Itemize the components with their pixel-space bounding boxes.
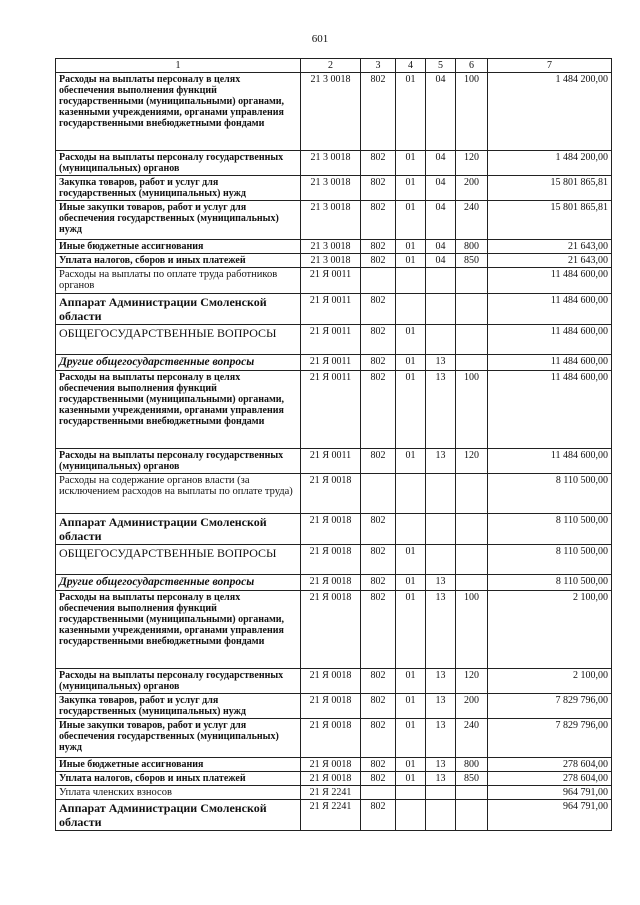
item-name-cell: Расходы на выплаты персоналу в целях обеспечения выполнения функций государственными (муниципальными) органами, казенными учреждениями, органами управления государственными внебюджетными фондами (56, 591, 301, 669)
amount-cell: 21 643,00 (488, 240, 612, 254)
table-row (56, 758, 612, 772)
subsection-code-cell: 04 (426, 151, 456, 176)
item-name-cell: Другие общегосударственные вопросы (56, 355, 301, 371)
subsection-code-cell (426, 786, 456, 800)
column-header: 6 (456, 59, 488, 73)
budget-table (55, 58, 612, 831)
table-row (56, 575, 612, 591)
ministry-code-cell: 802 (361, 73, 396, 151)
target-article-code-cell: 21 Я 0018 (301, 575, 361, 591)
ministry-code-cell (361, 474, 396, 514)
target-article-code-cell: 21 Я 0011 (301, 294, 361, 325)
target-article-code-cell: 21 Я 0018 (301, 474, 361, 514)
table-row (56, 474, 612, 514)
expense-type-code-cell (456, 800, 488, 831)
amount-cell: 21 643,00 (488, 254, 612, 268)
subsection-code-cell: 13 (426, 591, 456, 669)
section-code-cell: 01 (396, 545, 426, 575)
item-name-cell: Иные закупки товаров, работ и услуг для обеспечения государственных (муниципальных) нужд (56, 201, 301, 240)
table-row (56, 719, 612, 758)
subsection-code-cell: 04 (426, 254, 456, 268)
table-row (56, 786, 612, 800)
ministry-code-cell: 802 (361, 294, 396, 325)
expense-type-code-cell (456, 325, 488, 355)
amount-cell: 11 484 600,00 (488, 449, 612, 474)
amount-cell: 11 484 600,00 (488, 268, 612, 294)
table-row (56, 545, 612, 575)
section-code-cell (396, 800, 426, 831)
item-name-cell: Аппарат Администрации Смоленской области (56, 800, 301, 831)
target-article-code-cell: 21 Я 0018 (301, 694, 361, 719)
ministry-code-cell: 802 (361, 201, 396, 240)
table-row (56, 151, 612, 176)
section-code-cell: 01 (396, 719, 426, 758)
target-article-code-cell: 21 Я 0011 (301, 449, 361, 474)
table-row (56, 772, 612, 786)
ministry-code-cell: 802 (361, 151, 396, 176)
target-article-code-cell: 21 Я 0011 (301, 325, 361, 355)
section-code-cell (396, 474, 426, 514)
amount-cell: 964 791,00 (488, 786, 612, 800)
target-article-code-cell: 21 Я 2241 (301, 800, 361, 831)
ministry-code-cell: 802 (361, 669, 396, 694)
target-article-code-cell: 21 Я 0018 (301, 591, 361, 669)
item-name-cell: Иные бюджетные ассигнования (56, 240, 301, 254)
item-name-cell: Расходы на выплаты персоналу в целях обеспечения выполнения функций государственными (муниципальными) органами, казенными учреждениями, органами управления государственными внебюджетными фондами (56, 73, 301, 151)
target-article-code-cell: 21 3 0018 (301, 201, 361, 240)
target-article-code-cell: 21 Я 0018 (301, 514, 361, 545)
item-name-cell: Закупка товаров, работ и услуг для государственных (муниципальных) нужд (56, 176, 301, 201)
subsection-code-cell: 13 (426, 669, 456, 694)
subsection-code-cell (426, 325, 456, 355)
table-row (56, 325, 612, 355)
expense-type-code-cell: 200 (456, 176, 488, 201)
amount-cell: 2 100,00 (488, 591, 612, 669)
ministry-code-cell: 802 (361, 176, 396, 201)
table-row (56, 268, 612, 294)
expense-type-code-cell: 200 (456, 694, 488, 719)
expense-type-code-cell (456, 294, 488, 325)
ministry-code-cell: 802 (361, 694, 396, 719)
item-name-cell: ОБЩЕГОСУДАРСТВЕННЫЕ ВОПРОСЫ (56, 325, 301, 355)
table-row (56, 514, 612, 545)
section-code-cell (396, 786, 426, 800)
table-row (56, 371, 612, 449)
target-article-code-cell: 21 Я 0011 (301, 268, 361, 294)
column-header: 2 (301, 59, 361, 73)
target-article-code-cell: 21 Я 0018 (301, 772, 361, 786)
expense-type-code-cell (456, 474, 488, 514)
item-name-cell: Закупка товаров, работ и услуг для государственных (муниципальных) нужд (56, 694, 301, 719)
expense-type-code-cell: 100 (456, 73, 488, 151)
subsection-code-cell: 13 (426, 758, 456, 772)
target-article-code-cell: 21 3 0018 (301, 254, 361, 268)
ministry-code-cell: 802 (361, 575, 396, 591)
header-row (56, 59, 612, 73)
section-code-cell: 01 (396, 355, 426, 371)
item-name-cell: Иные бюджетные ассигнования (56, 758, 301, 772)
amount-cell: 964 791,00 (488, 800, 612, 831)
expense-type-code-cell: 120 (456, 449, 488, 474)
ministry-code-cell: 802 (361, 371, 396, 449)
item-name-cell: Аппарат Администрации Смоленской области (56, 514, 301, 545)
item-name-cell: Уплата налогов, сборов и иных платежей (56, 772, 301, 786)
section-code-cell: 01 (396, 575, 426, 591)
expense-type-code-cell: 800 (456, 758, 488, 772)
subsection-code-cell: 04 (426, 73, 456, 151)
section-code-cell: 01 (396, 591, 426, 669)
item-name-cell: ОБЩЕГОСУДАРСТВЕННЫЕ ВОПРОСЫ (56, 545, 301, 575)
section-code-cell: 01 (396, 669, 426, 694)
subsection-code-cell (426, 545, 456, 575)
subsection-code-cell (426, 294, 456, 325)
amount-cell: 11 484 600,00 (488, 355, 612, 371)
amount-cell: 8 110 500,00 (488, 545, 612, 575)
expense-type-code-cell: 120 (456, 669, 488, 694)
subsection-code-cell: 13 (426, 719, 456, 758)
amount-cell: 278 604,00 (488, 758, 612, 772)
ministry-code-cell: 802 (361, 758, 396, 772)
section-code-cell: 01 (396, 240, 426, 254)
subsection-code-cell: 13 (426, 355, 456, 371)
amount-cell: 2 100,00 (488, 669, 612, 694)
ministry-code-cell: 802 (361, 514, 396, 545)
page-number: 601 (311, 33, 329, 45)
section-code-cell: 01 (396, 694, 426, 719)
section-code-cell: 01 (396, 176, 426, 201)
subsection-code-cell: 13 (426, 449, 456, 474)
section-code-cell (396, 294, 426, 325)
column-header: 4 (396, 59, 426, 73)
table-row (56, 176, 612, 201)
target-article-code-cell: 21 3 0018 (301, 73, 361, 151)
section-code-cell (396, 268, 426, 294)
amount-cell: 8 110 500,00 (488, 514, 612, 545)
amount-cell: 278 604,00 (488, 772, 612, 786)
amount-cell: 11 484 600,00 (488, 371, 612, 449)
expense-type-code-cell (456, 514, 488, 545)
item-name-cell: Расходы на содержание органов власти (за исключением расходов на выплаты по оплате труда) (56, 474, 301, 514)
subsection-code-cell: 13 (426, 371, 456, 449)
target-article-code-cell: 21 Я 0018 (301, 719, 361, 758)
expense-type-code-cell: 800 (456, 240, 488, 254)
target-article-code-cell: 21 Я 0018 (301, 545, 361, 575)
item-name-cell: Расходы на выплаты персоналу государственных (муниципальных) органов (56, 151, 301, 176)
amount-cell: 8 110 500,00 (488, 575, 612, 591)
ministry-code-cell: 802 (361, 719, 396, 758)
table-row (56, 201, 612, 240)
table-row (56, 240, 612, 254)
column-header: 7 (488, 59, 612, 73)
item-name-cell: Расходы на выплаты по оплате труда работников органов (56, 268, 301, 294)
table-row (56, 694, 612, 719)
ministry-code-cell (361, 786, 396, 800)
table-row (56, 73, 612, 151)
section-code-cell: 01 (396, 371, 426, 449)
subsection-code-cell (426, 514, 456, 545)
ministry-code-cell: 802 (361, 591, 396, 669)
ministry-code-cell: 802 (361, 449, 396, 474)
table-row (56, 254, 612, 268)
ministry-code-cell: 802 (361, 772, 396, 786)
expense-type-code-cell: 240 (456, 719, 488, 758)
item-name-cell: Уплата членских взносов (56, 786, 301, 800)
table-row (56, 669, 612, 694)
amount-cell: 1 484 200,00 (488, 151, 612, 176)
target-article-code-cell: 21 3 0018 (301, 176, 361, 201)
column-header: 1 (56, 59, 301, 73)
expense-type-code-cell: 240 (456, 201, 488, 240)
ministry-code-cell: 802 (361, 800, 396, 831)
table-row (56, 294, 612, 325)
expense-type-code-cell (456, 355, 488, 371)
section-code-cell: 01 (396, 449, 426, 474)
table-row (56, 449, 612, 474)
table-row (56, 591, 612, 669)
target-article-code-cell: 21 3 0018 (301, 151, 361, 176)
target-article-code-cell: 21 Я 0018 (301, 758, 361, 772)
amount-cell: 7 829 796,00 (488, 719, 612, 758)
item-name-cell: Расходы на выплаты персоналу в целях обеспечения выполнения функций государственными (муниципальными) органами, казенными учреждениями, органами управления государственными внебюджетными фондами (56, 371, 301, 449)
item-name-cell: Иные закупки товаров, работ и услуг для обеспечения государственных (муниципальных) нужд (56, 719, 301, 758)
amount-cell: 15 801 865,81 (488, 176, 612, 201)
ministry-code-cell: 802 (361, 355, 396, 371)
ministry-code-cell (361, 268, 396, 294)
target-article-code-cell: 21 3 0018 (301, 240, 361, 254)
expense-type-code-cell (456, 786, 488, 800)
target-article-code-cell: 21 Я 0018 (301, 669, 361, 694)
target-article-code-cell: 21 Я 2241 (301, 786, 361, 800)
expense-type-code-cell (456, 545, 488, 575)
expense-type-code-cell: 100 (456, 591, 488, 669)
amount-cell: 7 829 796,00 (488, 694, 612, 719)
subsection-code-cell: 13 (426, 772, 456, 786)
subsection-code-cell: 04 (426, 201, 456, 240)
ministry-code-cell: 802 (361, 254, 396, 268)
ministry-code-cell: 802 (361, 240, 396, 254)
section-code-cell: 01 (396, 325, 426, 355)
expense-type-code-cell: 850 (456, 772, 488, 786)
expense-type-code-cell: 120 (456, 151, 488, 176)
item-name-cell: Уплата налогов, сборов и иных платежей (56, 254, 301, 268)
subsection-code-cell (426, 268, 456, 294)
table-row (56, 355, 612, 371)
amount-cell: 11 484 600,00 (488, 325, 612, 355)
amount-cell: 15 801 865,81 (488, 201, 612, 240)
amount-cell: 11 484 600,00 (488, 294, 612, 325)
column-header: 3 (361, 59, 396, 73)
expense-type-code-cell (456, 268, 488, 294)
subsection-code-cell (426, 800, 456, 831)
section-code-cell: 01 (396, 772, 426, 786)
amount-cell: 8 110 500,00 (488, 474, 612, 514)
item-name-cell: Расходы на выплаты персоналу государственных (муниципальных) органов (56, 669, 301, 694)
section-code-cell: 01 (396, 151, 426, 176)
expense-type-code-cell: 100 (456, 371, 488, 449)
section-code-cell: 01 (396, 201, 426, 240)
subsection-code-cell (426, 474, 456, 514)
section-code-cell: 01 (396, 73, 426, 151)
item-name-cell: Аппарат Администрации Смоленской области (56, 294, 301, 325)
item-name-cell: Расходы на выплаты персоналу государственных (муниципальных) органов (56, 449, 301, 474)
table-row (56, 800, 612, 831)
section-code-cell: 01 (396, 758, 426, 772)
ministry-code-cell: 802 (361, 545, 396, 575)
subsection-code-cell: 13 (426, 694, 456, 719)
subsection-code-cell: 04 (426, 240, 456, 254)
subsection-code-cell: 13 (426, 575, 456, 591)
item-name-cell: Другие общегосударственные вопросы (56, 575, 301, 591)
ministry-code-cell: 802 (361, 325, 396, 355)
section-code-cell: 01 (396, 254, 426, 268)
target-article-code-cell: 21 Я 0011 (301, 355, 361, 371)
expense-type-code-cell: 850 (456, 254, 488, 268)
column-header: 5 (426, 59, 456, 73)
amount-cell: 1 484 200,00 (488, 73, 612, 151)
expense-type-code-cell (456, 575, 488, 591)
section-code-cell (396, 514, 426, 545)
subsection-code-cell: 04 (426, 176, 456, 201)
target-article-code-cell: 21 Я 0011 (301, 371, 361, 449)
